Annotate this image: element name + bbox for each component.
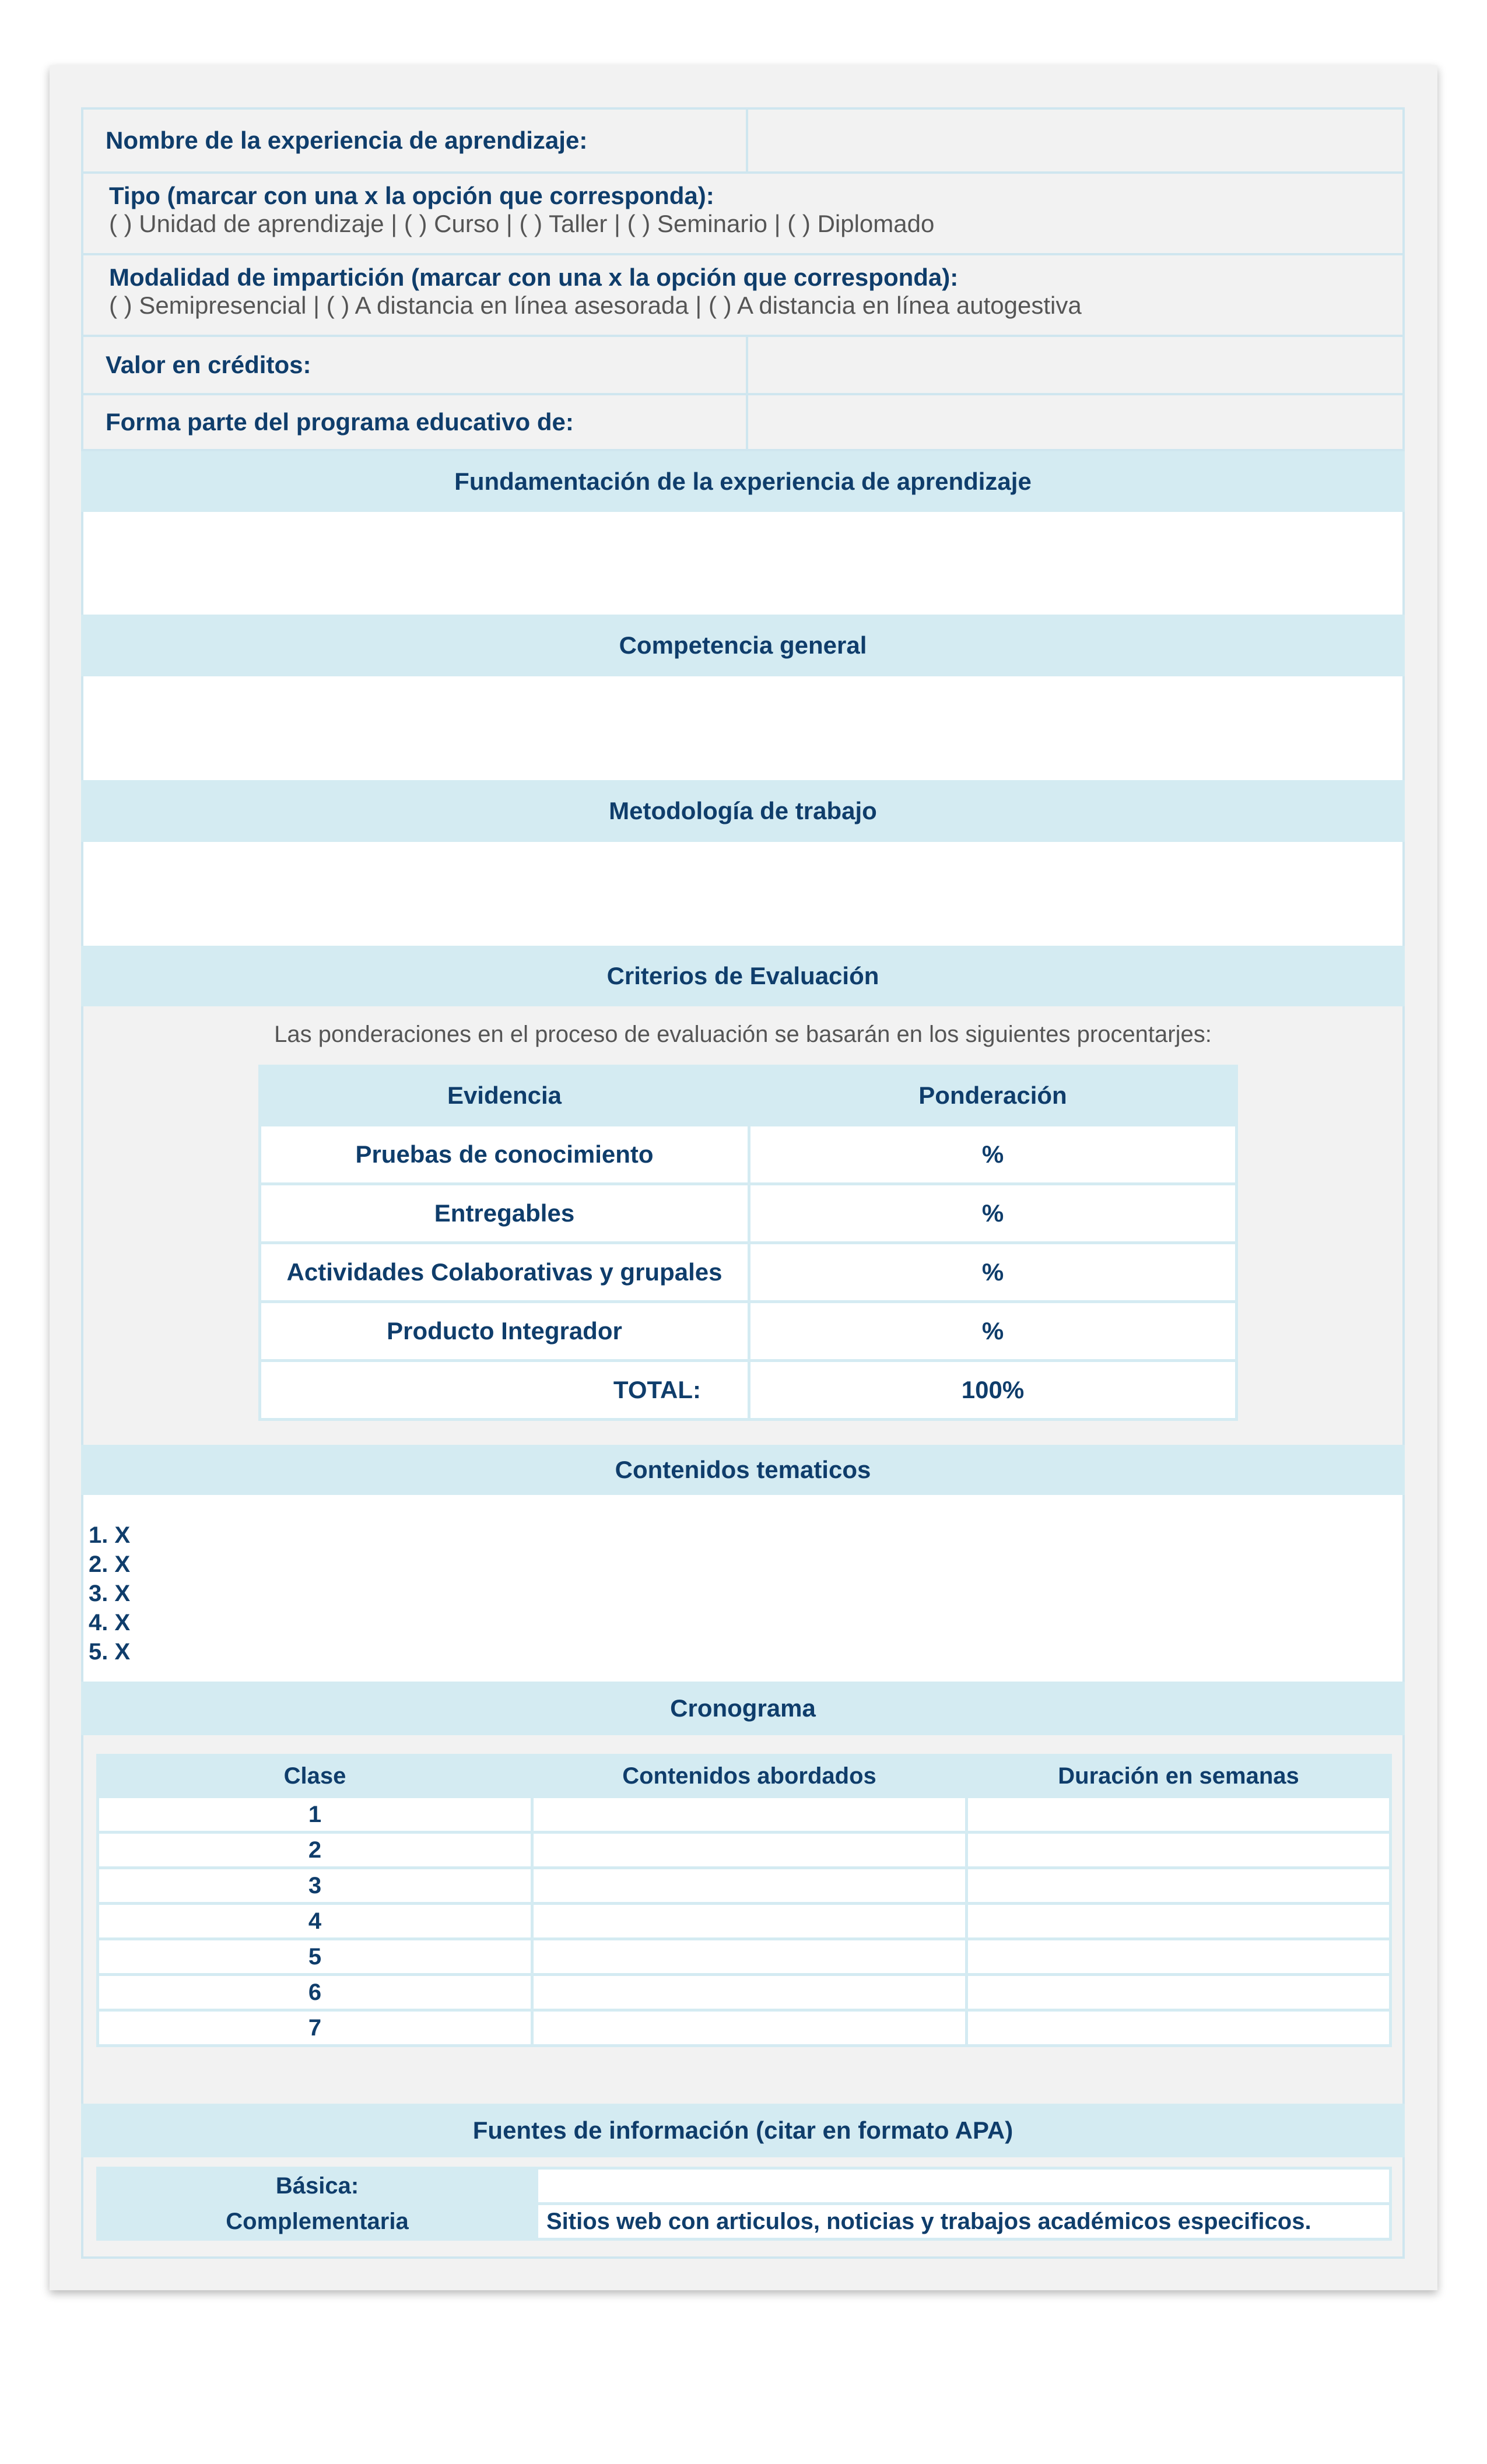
programa-label: Forma parte del programa educativo de: [106, 408, 574, 436]
section-contenidos-header [81, 1445, 1405, 1495]
table-row [98, 1797, 1391, 1833]
tipo-options[interactable]: ( ) Unidad de aprendizaje | ( ) Curso | ( ) Taller | ( ) Seminario | ( ) Diplomado [109, 210, 935, 237]
evaluacion-header-row [260, 1066, 1237, 1125]
list-item: 1. X [89, 1522, 131, 1548]
evaluacion-intro: Las ponderaciones en el proceso de evaluación se basarán en los siguientes procentarjes: [274, 1022, 1212, 1047]
programa-field[interactable] [748, 395, 1402, 449]
basica-label: Básica: [98, 2168, 537, 2204]
duracion-cell[interactable] [967, 1975, 1391, 2010]
fuentes-table [96, 2167, 1392, 2241]
complementaria-label: Complementaria [98, 2204, 537, 2240]
section-fuentes-header [81, 2104, 1405, 2157]
table-row [98, 1975, 1391, 2010]
cronograma-header-row [98, 1756, 1391, 1797]
evidencia-cell: Entregables [260, 1184, 749, 1243]
section-criterios-title: Criterios de Evaluación [606, 962, 879, 989]
contenidos-cell[interactable] [532, 1868, 967, 1904]
evaluacion-header-ponderacion: Ponderación [749, 1066, 1237, 1125]
nombre-label: Nombre de la experiencia de aprendizaje: [106, 127, 588, 154]
table-row [98, 2168, 1391, 2204]
section-fundamentacion-title: Fundamentación de la experiencia de aprendizaje [454, 468, 1032, 495]
metodologia-field[interactable] [81, 842, 1405, 946]
evidencia-cell: Actividades Colaborativas y grupales [260, 1243, 749, 1302]
duracion-cell[interactable] [967, 1939, 1391, 1975]
section-fundamentacion-header [81, 451, 1405, 512]
cronograma-header-clase: Clase [98, 1756, 532, 1797]
evidencia-cell: Pruebas de conocimiento [260, 1125, 749, 1184]
complementaria-field[interactable]: Sitios web con articulos, noticias y trabajos académicos especificos. [537, 2204, 1391, 2240]
ponderacion-cell[interactable]: % [749, 1184, 1237, 1243]
row-nombre [81, 107, 1405, 171]
evaluacion-table [258, 1065, 1238, 1421]
duracion-cell[interactable] [967, 1833, 1391, 1868]
list-item: 2. X [89, 1552, 131, 1577]
section-fuentes-title: Fuentes de información (citar en formato APA) [472, 2116, 1013, 2144]
duracion-cell[interactable] [967, 1904, 1391, 1939]
ponderacion-cell[interactable]: % [749, 1243, 1237, 1302]
modalidad-label: Modalidad de impartición (marcar con una x la opción que corresponda): [109, 264, 959, 291]
contenidos-cell[interactable] [532, 1939, 967, 1975]
evidencia-cell: Producto Integrador [260, 1302, 749, 1361]
duracion-cell[interactable] [967, 2010, 1391, 2046]
clase-cell: 7 [98, 2010, 532, 2046]
clase-cell: 2 [98, 1833, 532, 1868]
section-cronograma-title: Cronograma [670, 1694, 816, 1722]
table-row [260, 1243, 1237, 1302]
nombre-field[interactable] [748, 110, 1402, 171]
contenidos-cell[interactable] [532, 1975, 967, 2010]
list-item: 3. X [89, 1581, 131, 1606]
section-metodologia-header [81, 780, 1405, 842]
section-cronograma-header [81, 1682, 1405, 1735]
row-programa [81, 393, 1405, 451]
contenidos-list [89, 1521, 130, 1666]
clase-cell: 5 [98, 1939, 532, 1975]
table-row [98, 1868, 1391, 1904]
clase-cell: 6 [98, 1975, 532, 2010]
cronograma-header-duracion: Duración en semanas [967, 1756, 1391, 1797]
total-label: TOTAL: [260, 1361, 749, 1420]
table-row [98, 1939, 1391, 1975]
tipo-label: Tipo (marcar con una x la opción que corresponda): [109, 182, 714, 209]
evaluacion-header-evidencia: Evidencia [260, 1066, 749, 1125]
list-item: 5. X [89, 1639, 131, 1665]
creditos-field[interactable] [748, 337, 1402, 393]
row-tipo [81, 171, 1405, 253]
ponderacion-cell[interactable]: % [749, 1302, 1237, 1361]
cronograma-table [96, 1754, 1392, 2047]
contenidos-cell[interactable] [532, 1797, 967, 1833]
section-contenidos-title: Contenidos tematicos [615, 1456, 871, 1483]
table-row [98, 2204, 1391, 2240]
modalidad-options[interactable]: ( ) Semipresencial | ( ) A distancia en línea asesorada | ( ) A distancia en línea autogestiva [109, 292, 1082, 319]
creditos-label: Valor en créditos: [106, 351, 311, 378]
contenidos-cell[interactable] [532, 1904, 967, 1939]
contenidos-panel [81, 1495, 1405, 1682]
table-row [260, 1125, 1237, 1184]
clase-cell: 4 [98, 1904, 532, 1939]
section-competencia-header [81, 615, 1405, 676]
clase-cell: 1 [98, 1797, 532, 1833]
table-row [98, 1833, 1391, 1868]
duracion-cell[interactable] [967, 1797, 1391, 1833]
section-competencia-title: Competencia general [619, 631, 867, 659]
section-metodologia-title: Metodología de trabajo [609, 797, 877, 824]
competencia-field[interactable] [81, 676, 1405, 780]
contenidos-cell[interactable] [532, 1833, 967, 1868]
fundamentacion-field[interactable] [81, 512, 1405, 615]
table-row [260, 1302, 1237, 1361]
table-row [260, 1184, 1237, 1243]
contenidos-cell[interactable] [532, 2010, 967, 2046]
table-row [98, 2010, 1391, 2046]
table-row-total [260, 1361, 1237, 1420]
row-modalidad [81, 253, 1405, 335]
cronograma-header-contenidos: Contenidos abordados [532, 1756, 967, 1797]
total-value: 100% [749, 1361, 1237, 1420]
ponderacion-cell[interactable]: % [749, 1125, 1237, 1184]
table-row [98, 1904, 1391, 1939]
duracion-cell[interactable] [967, 1868, 1391, 1904]
clase-cell: 3 [98, 1868, 532, 1904]
list-item: 4. X [89, 1610, 131, 1635]
row-creditos [81, 335, 1405, 393]
basica-field[interactable] [537, 2168, 1391, 2204]
section-criterios-header [81, 946, 1405, 1006]
